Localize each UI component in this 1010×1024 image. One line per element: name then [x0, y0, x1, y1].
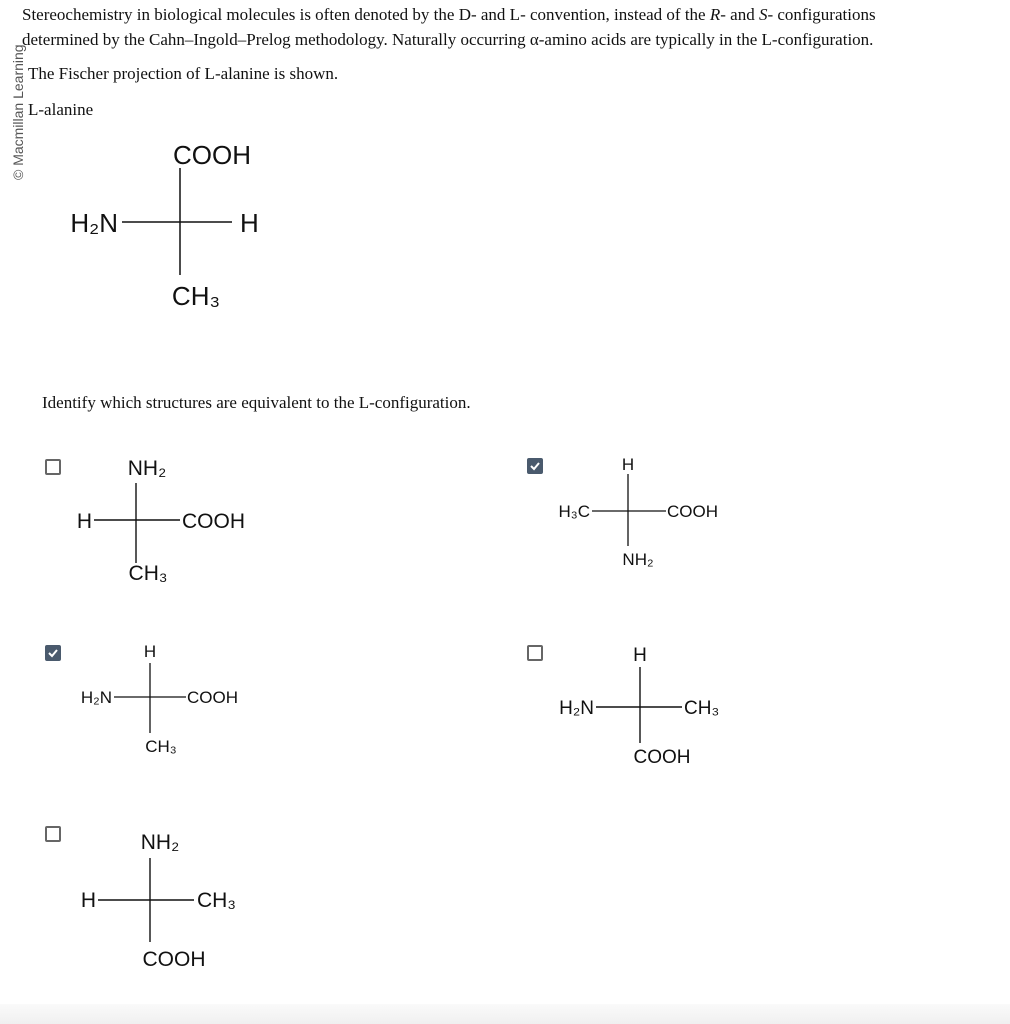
option-5-top: NH₂: [140, 831, 180, 854]
option-2-left: H₃C: [558, 502, 590, 521]
option-5-left: H: [80, 889, 96, 912]
option-4-checkbox[interactable]: [527, 645, 543, 661]
intro-line-1: Stereochemistry in biological molecules is often denoted by the D- and L- convention, instead of the R- and S- configurations: [22, 5, 876, 24]
option-5-structure: [70, 818, 270, 983]
structure-label: L-alanine: [28, 100, 94, 119]
reference-fischer-projection: [60, 130, 300, 325]
option-5-checkbox[interactable]: [45, 826, 61, 842]
option-3-left: H₂N: [80, 688, 112, 707]
option-5-bottom: COOH: [142, 948, 206, 971]
ref-right-group: H: [240, 208, 259, 238]
option-3-bottom: CH₃: [145, 737, 177, 756]
option-4-right: CH₃: [684, 698, 720, 719]
option-3-right: COOH: [187, 688, 238, 707]
option-3-structure: [70, 635, 270, 770]
copyright-watermark: © Macmillan Learning: [10, 44, 26, 180]
option-4-bottom: COOH: [633, 747, 691, 768]
option-1-right: COOH: [182, 510, 245, 533]
option-1-checkbox[interactable]: [45, 459, 61, 475]
intro-text: [22, 2, 1007, 52]
option-2-checkbox[interactable]: [527, 458, 543, 474]
option-4-top: H: [633, 645, 647, 666]
option-1-left: H: [76, 510, 92, 533]
option-4-left: H₂N: [559, 698, 594, 719]
intro-line-2: determined by the Cahn–Ingold–Prelog methodology. Naturally occurring α-amino acids are typically in the L-configuration.: [22, 30, 874, 49]
checkmark-icon: [47, 647, 59, 659]
option-2-top: H: [621, 455, 635, 474]
option-3-checkbox[interactable]: [45, 645, 61, 661]
ref-left-group: H₂N: [70, 208, 118, 238]
option-1-top: NH₂: [127, 457, 167, 480]
option-5-right: CH₃: [197, 889, 236, 912]
option-2-structure: [550, 450, 750, 585]
option-2-bottom: NH₂: [622, 550, 654, 569]
page-bottom-edge: [0, 1004, 1010, 1024]
ref-top-group: COOH: [173, 140, 251, 170]
fischer-sentence: The Fischer projection of L-alanine is shown.: [28, 64, 339, 83]
ref-bottom-group: CH₃: [171, 281, 221, 311]
option-3-top: H: [143, 642, 157, 661]
question-prompt: Identify which structures are equivalent to the L-configuration.: [42, 393, 471, 412]
option-1-bottom: CH₃: [128, 562, 168, 585]
checkmark-icon: [529, 460, 541, 472]
option-1-structure: [70, 445, 270, 600]
option-4-structure: [550, 635, 750, 790]
option-2-right: COOH: [667, 502, 718, 521]
